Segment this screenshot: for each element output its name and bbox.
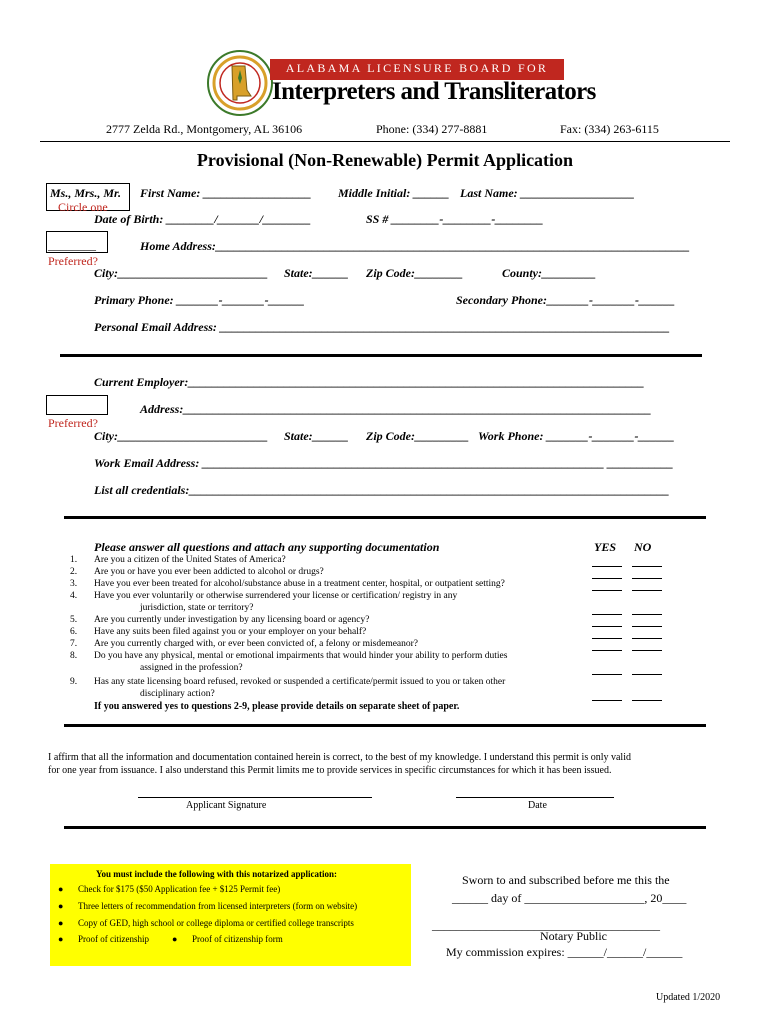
question-text: Are you currently charged with, or ever been convicted of, a felony or misdemeanor? (94, 639, 419, 649)
question-text: assigned in the profession? (140, 663, 243, 673)
section-divider (64, 516, 706, 519)
question-number: 3. (70, 579, 78, 589)
secondary-phone-field[interactable]: Secondary Phone:_______-_______-______ (456, 293, 675, 307)
requirement-item: Check for $175 ($50 Application fee + $125 Permit fee) (78, 884, 281, 894)
no-answer-blank[interactable] (632, 674, 662, 675)
org-fax: Fax: (334) 263-6115 (560, 122, 659, 136)
circle-one-label: Circle one (58, 200, 108, 214)
home-state-field[interactable]: State:______ (284, 266, 349, 280)
yes-answer-blank[interactable] (592, 566, 622, 567)
work-city-field[interactable]: City:_________________________ (94, 429, 268, 443)
question-number: 5. (70, 615, 78, 625)
home-zip-field[interactable]: Zip Code:________ (366, 266, 463, 280)
yes-answer-blank[interactable] (592, 700, 622, 701)
question-text: disciplinary action? (140, 689, 215, 699)
yes-answer-blank[interactable] (592, 638, 622, 639)
bullet-icon: ● (58, 884, 64, 894)
question-number: 8. (70, 651, 78, 661)
no-answer-blank[interactable] (632, 638, 662, 639)
home-address-field[interactable]: Home Address:_______________________________________________________________________________ (140, 239, 690, 253)
ssn-field[interactable]: SS # ________-________-________ (366, 212, 544, 226)
question-text: Have you ever voluntarily or otherwise surrendered your license or certification/ registry in any (94, 591, 458, 601)
no-answer-blank[interactable] (632, 626, 662, 627)
notary-day-field[interactable]: ______ day of ____________________, 20____ (452, 891, 687, 905)
date-line[interactable] (456, 797, 614, 798)
question-text: Have any suits been filed against you or your employer on your behalf? (94, 627, 367, 637)
question-text: Are you currently under investigation by any licensing board or agency? (94, 615, 370, 625)
no-answer-blank[interactable] (632, 614, 662, 615)
bullet-icon: ● (58, 901, 64, 911)
bullet-icon: ● (58, 918, 64, 928)
org-address: 2777 Zelda Rd., Montgomery, AL 36106 (106, 122, 303, 136)
notary-signature-line[interactable]: ______________________________________ (432, 918, 660, 932)
page-title: Provisional (Non-Renewable) Permit Application (196, 150, 574, 170)
yes-answer-blank[interactable] (592, 650, 622, 651)
requirement-item: Proof of citizenship form (192, 934, 283, 944)
signature-line[interactable] (138, 797, 372, 798)
question-text: Have you ever been treated for alcohol/substance abuse in a treatment center, hospital, or outpatient setting? (94, 579, 505, 589)
updated-date: Updated 1/2020 (656, 992, 721, 1003)
question-number: 9. (70, 677, 78, 687)
primary-phone-field[interactable]: Primary Phone: _______-_______-______ (94, 293, 305, 307)
question-number: 4. (70, 591, 78, 601)
work-preferred-box[interactable] (46, 395, 108, 415)
yes-answer-blank[interactable] (592, 626, 622, 627)
no-answer-blank[interactable] (632, 700, 662, 701)
work-preferred-label: Preferred? (48, 416, 98, 430)
affirm-line-2: for one year from issuance. I also understand this Permit limits me to provide services in specific circumstances for which it has been issued. (48, 765, 612, 776)
signature-label: Applicant Signature (186, 800, 267, 811)
yes-answer-blank[interactable] (592, 614, 622, 615)
salutation-label: Ms., Mrs., Mr. (50, 186, 122, 200)
home-city-field[interactable]: City:_________________________ (94, 266, 268, 280)
org-name-main: Interpreters and Transliterators (272, 78, 596, 105)
home-preferred-label: Preferred? (48, 254, 98, 268)
notary-sworn: Sworn to and subscribed before me this the (462, 873, 670, 887)
question-number: 2. (70, 567, 78, 577)
requirements-heading: You must include the following with this notarized application: (96, 869, 338, 879)
requirements-box (50, 864, 411, 966)
question-number: 7. (70, 639, 78, 649)
section-divider (60, 354, 702, 357)
yes-answer-blank[interactable] (592, 674, 622, 675)
yes-answer-blank[interactable] (592, 578, 622, 579)
question-text: Are you or have you ever been addicted to alcohol or drugs? (94, 567, 324, 577)
question-text: Are you a citizen of the United States of America? (94, 555, 286, 565)
employer-field[interactable]: Current Employer:____________________________________________________________________________ (94, 375, 645, 389)
no-answer-blank[interactable] (632, 650, 662, 651)
org-phone: Phone: (334) 277-8881 (376, 122, 488, 136)
work-state-field[interactable]: State:______ (284, 429, 349, 443)
org-name-top: ALABAMA LICENSURE BOARD FOR (285, 61, 549, 75)
no-answer-blank[interactable] (632, 590, 662, 591)
notary-public-label: Notary Public (540, 929, 607, 943)
work-phone-field[interactable]: Work Phone: _______-_______-______ (478, 429, 675, 443)
work-zip-field[interactable]: Zip Code:_________ (366, 429, 469, 443)
work-address-field[interactable]: Address:______________________________________________________________________________ (140, 402, 652, 416)
dob-field[interactable]: Date of Birth: ________/_______/________ (94, 212, 312, 226)
commission-expires-field[interactable]: My commission expires: ______/______/______ (446, 945, 683, 959)
middle-initial-field[interactable]: Middle Initial: ______ (338, 186, 450, 200)
bullet-icon: ● (58, 934, 64, 944)
question-number: 6. (70, 627, 78, 637)
question-text: Has any state licensing board refused, revoked or suspended a certificate/permit issued to you or taken other (94, 677, 506, 687)
question-text: Do you have any physical, mental or emotional impairments that would hinder your ability to perform duties (94, 651, 508, 661)
question-number: 1. (70, 555, 78, 565)
no-answer-blank[interactable] (632, 566, 662, 567)
alabama-seal-icon (207, 50, 273, 116)
home-county-field[interactable]: County:_________ (502, 266, 597, 280)
work-email-field[interactable]: Work Email Address: ___________________________________________________________________ ___________ (94, 456, 674, 470)
requirement-item: Proof of citizenship (78, 934, 149, 944)
questions-footer: If you answered yes to questions 2-9, please provide details on separate sheet of paper. (94, 701, 460, 712)
first-name-field[interactable]: First Name: __________________ (140, 186, 312, 200)
requirement-item: Three letters of recommendation from licensed interpreters (form on website) (78, 901, 358, 911)
bullet-icon: ● (172, 934, 178, 944)
affirm-line-1: I affirm that all the information and documentation contained herein is correct, to the best of my knowledge. I understand this permit is only valid (48, 752, 631, 763)
credentials-field[interactable]: List all credentials:________________________________________________________________________________ (94, 483, 670, 497)
home-preferred-blank: ________ (48, 238, 96, 252)
no-header: NO (634, 540, 652, 554)
yes-answer-blank[interactable] (592, 590, 622, 591)
questions-intro: Please answer all questions and attach any supporting documentation (94, 540, 440, 554)
no-answer-blank[interactable] (632, 578, 662, 579)
question-text: jurisdiction, state or territory? (140, 603, 254, 613)
requirement-item: Copy of GED, high school or college diploma or certified college transcripts (78, 918, 354, 928)
yes-header: YES (594, 540, 617, 554)
section-divider (64, 826, 706, 829)
section-divider (64, 724, 706, 727)
last-name-field[interactable]: Last Name: ___________________ (460, 186, 635, 200)
date-label: Date (528, 800, 547, 811)
header-divider (40, 141, 730, 142)
personal-email-field[interactable]: Personal Email Address: ___________________________________________________________________________ (94, 320, 670, 334)
